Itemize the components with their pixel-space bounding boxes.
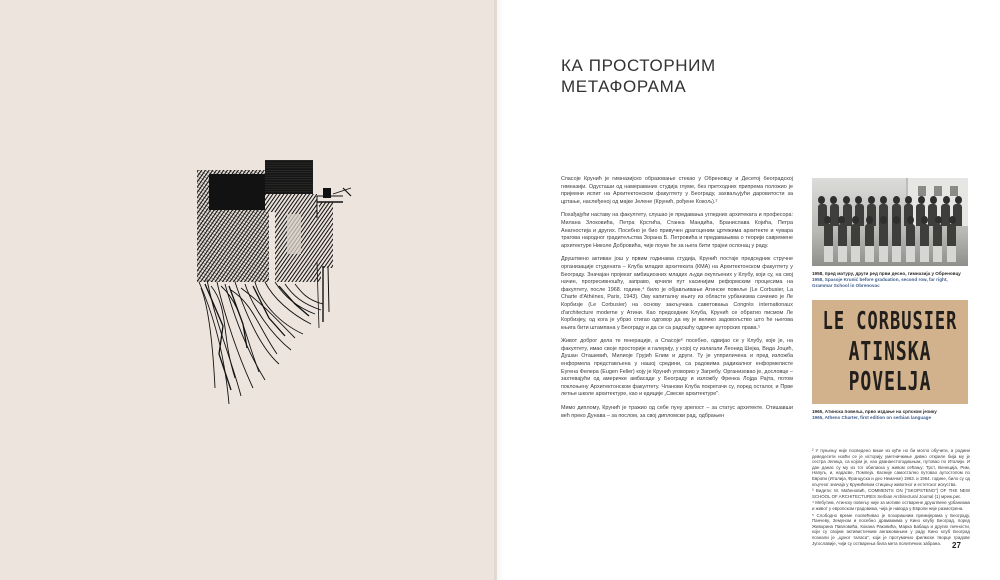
photo-front-row xyxy=(824,216,956,224)
cover-title-word-1: ATINSKA xyxy=(848,337,932,368)
page-gutter-shadow xyxy=(494,0,504,580)
photo-front-row-bodies xyxy=(824,224,956,246)
photo-back-row xyxy=(818,196,962,204)
chapter-title-line-1: КА ПРОСТОРНИМ xyxy=(561,56,716,75)
footnote: ² У пуњењу није посведено више из куће но би могло обучити, а родини деведесети нокћи се је историју уметничкиње дивно откриле бија му је сестра Јелица, са којом је, као дванаестогодишњак, путовао по Италији. И дан данас су му из тог обиласка у живом сећању: Трст, Венеција, Рим, Напуљ, и, надасве, Помпеја. Касније самосталнo путовао аутостопом по Европи (Италија, Француска и део Немачке) 1963. и 1964. године, било су од кључног значаја у Крунићевом стицању животног и естетског искуства. xyxy=(812,448,970,487)
chapter-title-line-2: МЕТАФОРАМА xyxy=(561,77,687,96)
footnote: ⁴ Мебутим, Атинску повељу није за мотиве остварене друштвене урбанизма и живот у европском градовима, чија је навода у Европи није размотрена. xyxy=(812,500,970,511)
body-paragraph: Живот доброг дела те генерације, а Спасоје⁶ посебно, одвијао се у Клубу, које је, на факултету, имао своје просторије и галерију, у којој су излагали Леонид Шејка, Вида Јоцић, Душан Оташевић, Милиоје Грујић Елим и други. Ту је упприличена и пред изложба енформела представљена у нашој средини, са радовима радикалног енформелисте Еугена Фелера (Eugen Feller) коју је Крунић уговорио у Загребу. Организовао је, дословце – захтевајући од америчке амбасаде у Београду и изложбу Френка Лојда Рајта, потом поклоњену Архитектонском факултету. Чланови Клуба покретачи су, поред осталог, и Прве летње школе архитектуре, као и едиције „Свеске архитектуре". xyxy=(561,338,793,398)
footnote: ⁵ Слободно време посвећивао је позоришним премијерама у Београду, Панчеву, Земуном и посебно драмамима у Кино клубу Београд, поред Живорина Павловића, Кокана Раковића, Марка Бабаца и других личности, који су својим активистичким ангажовањем у раду Кино клуб Београд познали је „црног таласа", који је протумачио филмске творце градове Југославије, чији су остварења била мета политичких забрана. xyxy=(812,512,970,546)
book-cover-image xyxy=(812,300,968,404)
body-paragraph: Мимо диплому, Крунић је тражио од себе пуну зрелост – за статус архитекте. Отишавши већ преко Дунава – за послом, за свој дипломски рад, одбрањен xyxy=(561,405,793,419)
photo-window xyxy=(934,186,942,196)
caption-serbian: 1958, пред матуру, други ред први десно, гимназија у Обреновцу xyxy=(812,271,961,276)
group-photo xyxy=(812,178,968,266)
photo-window xyxy=(950,186,958,196)
footnote: ³ Видети: М. Маћеновић, COMMENTS ON ["SKOPSTENO"] OF THE NEW SCHOOL OF ARCHITECTURES Serbian Architectural Journal (1) мреж.рис. xyxy=(812,488,970,499)
body-paragraph: Друштвено активан још у првим годинама студија, Крунић постаје председник стручне организације студената – Клуба младих архитеката (КМА) на Архитектонском факултету у Београду. Значајан пројекат амбициозних младих људи окупљених у Клубу, који су, на свој начин, прогресивношћу, заправо, крчили пут касинијим реформским процесима на факултету, после 1968. године,⁴ било је објављивање Атинске повеље (Le Corbusier, La Charte d'Athènes, Paris, 1943). Ову капиталну књигу из области урбанизма сачинио је Ле Корбизје (Le Corbusier) на основу закључака саветовања Congrès internationaux d'architecture moderne у Атини. Као председник Клуба, Крунић се обратио писмом Ле Корбизјеу, од кога је убрзо стигао одговор да му је велико задовољство што ће његова књига бити штампана у Београду и да се са радошћу одриче ауторских права.⁵ xyxy=(561,256,793,331)
footnotes xyxy=(812,448,970,548)
caption-english: 1958, Spasoje Krunić before graduation, second row, far right, Grammar School in Obrenovac xyxy=(812,276,948,288)
photo-caption-1 xyxy=(812,271,968,288)
cover-author: LE CORBUSIER xyxy=(822,307,958,336)
photo-window xyxy=(918,186,926,196)
body-paragraph: Похађајући наставу на факултету, слушао је предавања угледних архитеката и професора: Милана Злоковића, Петра Крстића, Станка Мандића, Бранислава Којића, Петра Анагностија и других. Посебно је био привучен драгоценим цртежима архитекте и чувара трагова народног градитељства Зорана Б. Петровића и предавањима о теорији савремене архитектуре Николе Добровића, чије поуке ће за њега бити трајни ослонац у раду. xyxy=(561,212,793,249)
body-text-column xyxy=(561,176,793,546)
caption-english: 1965, Athens Charter, first edition on serbian language xyxy=(812,414,932,420)
photo-front-row-legs xyxy=(824,246,956,262)
chapter-title xyxy=(561,55,791,97)
page-number: 27 xyxy=(952,541,961,550)
body-paragraph: Спасоје Крунић је гимназијско образовање стекао у Обреновцу и Десетој београдској гимназији. Одусташи од намераваних студија глуме, без претходних припрема положио је пријемни испит на Архитектонском факултету у Београду, захваљујући даровитости за цртање, наслеђеној од мајке Јелене (Крунић, рођене Кокољ).² xyxy=(561,176,793,205)
photo-caption-2 xyxy=(812,409,968,421)
left-page xyxy=(0,0,497,580)
architectural-ink-sketch xyxy=(195,158,355,408)
cover-title-word-2: POVELJA xyxy=(848,367,932,398)
caption-serbian: 1965, Атинска повеља, прво издање на српском језику xyxy=(812,409,937,414)
